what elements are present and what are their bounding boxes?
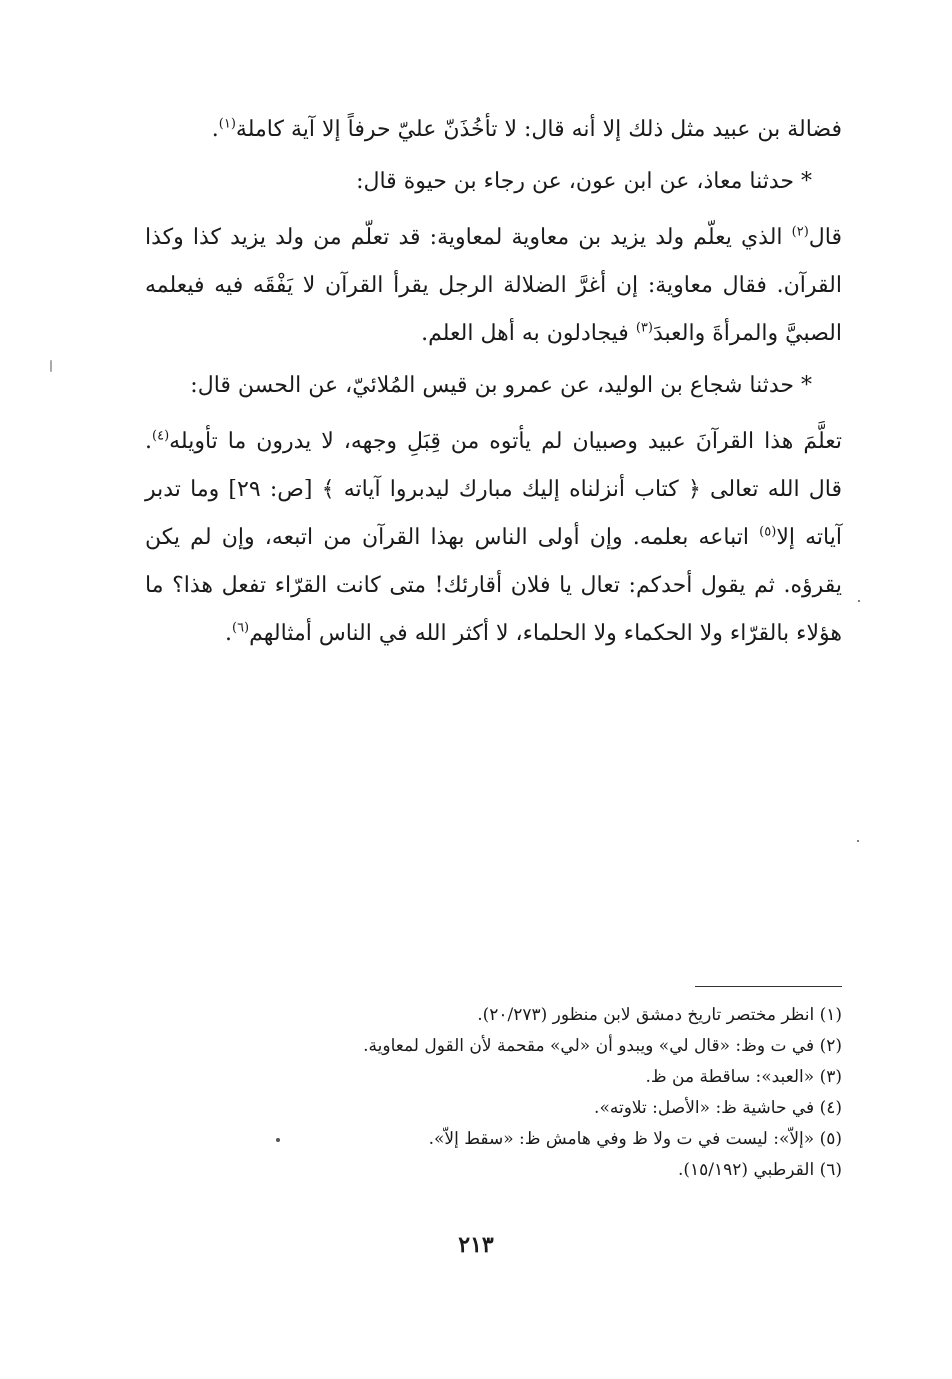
scan-speck xyxy=(858,600,860,602)
paragraph-5 xyxy=(145,418,842,658)
footnote-6: (٦) القرطبي (١٥/١٩٢). xyxy=(677,1160,842,1180)
footnote-ref-1: (١) xyxy=(218,116,236,132)
paragraph-3 xyxy=(145,214,842,358)
footnote-ref-4: (٤) xyxy=(152,428,170,444)
footnote-ref-5: (٥) xyxy=(759,524,777,540)
footnote-3: (٣) «العبد»: ساقطة من ظ. xyxy=(645,1067,842,1087)
main-text xyxy=(145,106,842,662)
footnote-ref-3: (٣) xyxy=(635,320,653,336)
paragraph-3-tail: فيجادلون به أهل العلم. xyxy=(421,321,636,346)
footnote-ref-2: (٢) xyxy=(791,224,809,240)
paragraph-5-tail: . xyxy=(224,621,232,646)
paragraph-3-lead: قال xyxy=(808,225,842,250)
footnote-separator xyxy=(695,986,842,987)
footnote-2: (٢) في ت وظ: «قال لي» ويبدو أن «لي» مقحمة لأن القول لمعاوية. xyxy=(363,1036,842,1056)
paragraph-4-text: * حدثنا شجاع بن الوليد، عن عمرو بن قيس المُلائيّ، عن الحسن قال: xyxy=(190,373,812,398)
footnote-4: (٤) في حاشية ظ: «الأصل: تلاوته». xyxy=(594,1098,842,1118)
scan-speck xyxy=(857,840,859,842)
page-number: ٢١٣ xyxy=(458,1232,494,1258)
footnote-ref-6: (٦) xyxy=(231,620,250,636)
footnotes xyxy=(145,1000,842,1186)
paragraph-2-text: * حدثنا معاذ، عن ابن عون، عن رجاء بن حيوة قال: xyxy=(356,169,812,194)
paragraph-3-text: الذي يعلّم ولد يزيد بن معاوية لمعاوية: قد تعلّم من ولد يزيد كذا وكذا القرآن. فقال معاوية: إن أغرَّ الضلالة الرجل يقرأ القرآن لا يَفْقَه فيه فيعلمه الصبيَّ والمرأةَ والعبدَ xyxy=(145,225,842,346)
paragraph-2 xyxy=(145,158,842,206)
paragraph-1 xyxy=(145,106,842,154)
scan-speck xyxy=(50,360,52,372)
paragraph-5-mid: . قال الله تعالى ﴿ كتاب أنزلناه إليك مبارك ليدبروا آياته ﴾ [ص: ٢٩] وما تدبر آياته إلا xyxy=(145,429,842,550)
paragraph-5-text: تعلَّمَ هذا القرآنَ عبيد وصبيان لم يأتوه من قِبَلِ وجهه، لا يدرون ما تأويله xyxy=(169,429,842,454)
paragraph-1-tail: . xyxy=(211,117,219,142)
paragraph-1-text: فضالة بن عبيد مثل ذلك إلا أنه قال: لا تأخُذَنّ عليّ حرفاً إلا آية كاملة xyxy=(235,117,842,142)
footnote-1: (١) انظر مختصر تاريخ دمشق لابن منظور (٢٠/٢٧٣). xyxy=(477,1005,842,1025)
paragraph-4 xyxy=(145,362,842,410)
footnote-5: (٥) «إلاّ»: ليست في ت ولا ظ وفي هامش ظ: «سقط إلاّ». xyxy=(428,1129,842,1149)
scan-speck xyxy=(276,1138,280,1142)
paragraph-5-rest: اتباعه بعلمه. وإن أولى الناس بهذا القرآن من اتبعه، وإن لم يكن يقرؤه. ثم يقول أحدكم: تعال يا فلان أقارئك! متى كانت القرّاء تفعل هذا؟ ما هؤلاء بالقرّاء ولا الحكماء ولا الحلماء، لا أكثر الله في الناس أمثالهم xyxy=(145,525,842,646)
